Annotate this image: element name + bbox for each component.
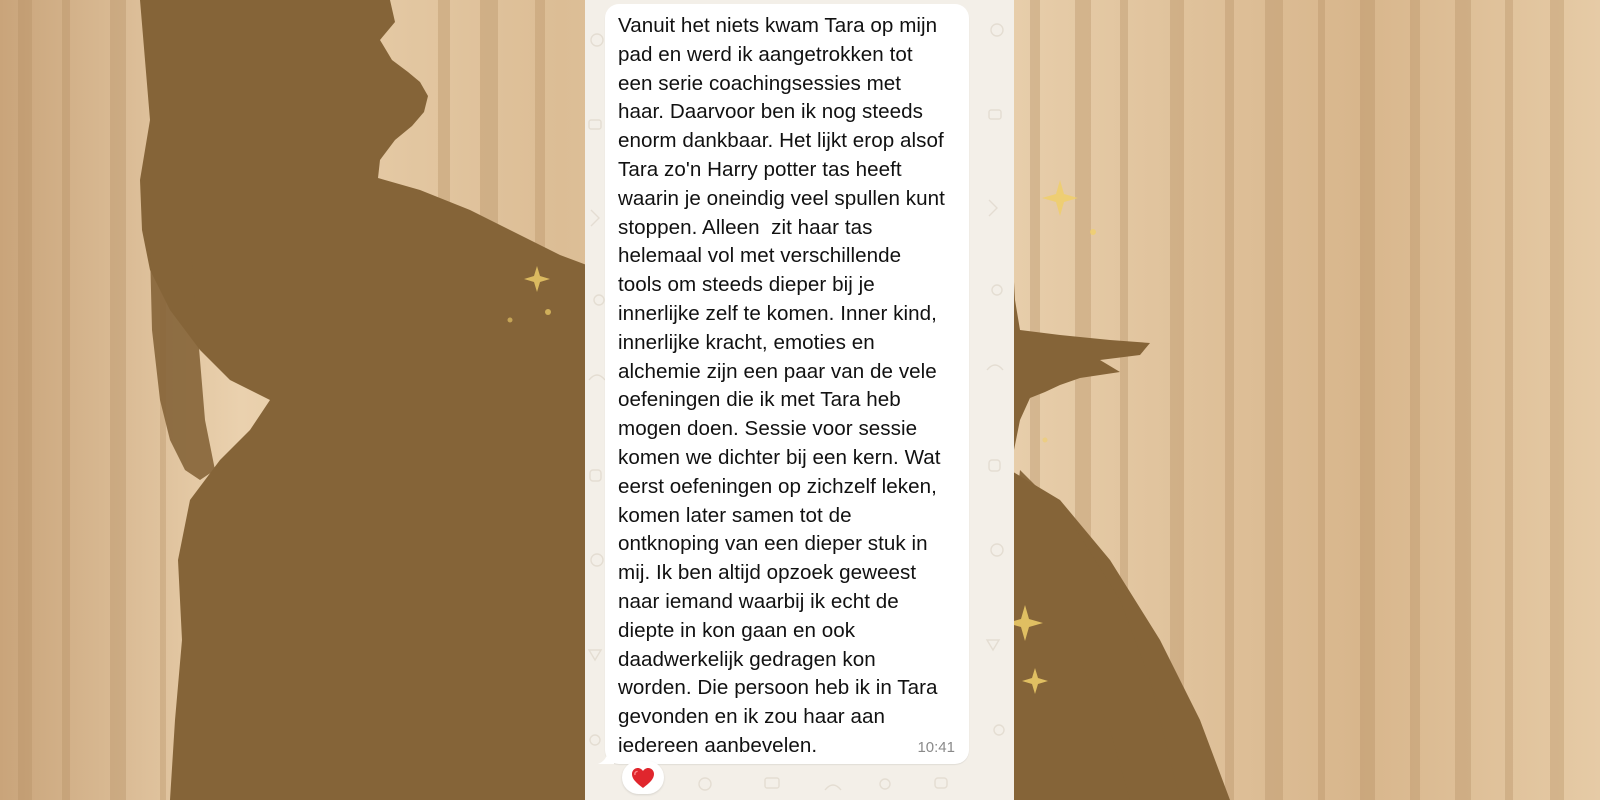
message-reaction[interactable]: [622, 761, 664, 794]
bubble-tail: [598, 748, 614, 764]
heart-icon: [631, 767, 655, 789]
message-bubble[interactable]: [605, 4, 969, 764]
chat-panel: [585, 0, 1014, 800]
message-timestamp: 10:41: [917, 739, 955, 756]
message-text: Vanuit het niets kwam Tara op mijn pad en werd ik aangetrokken tot een serie coachingsessies met haar. Daarvoor ben ik nog steeds enorm dankbaar. Het lijkt erop alsof Tara zo'n Harry potter tas heeft waarin je oneindig veel spullen kunt stoppen. Alleen zit haar tas helemaal vol met verschillende tools om steeds dieper bij je innerlijke zelf te komen. Inner kind, innerlijke kracht, emoties en alchemie zijn een paar van de vele oefeningen die ik met Tara heb mogen doen. Sessie voor sessie komen we dichter bij een kern. Wat eerst oefeningen op zichzelf leken, komen later samen tot de ontknoping van een dieper stuk in mij. Ik ben altijd opzoek geweest naar iemand waarbij ik echt de diepte in kon gaan en ook daadwerkelijk gedragen kon worden. Die persoon heb ik in Tara gevonden en ik zou haar aan iedereen aanbevelen.: [618, 14, 945, 757]
